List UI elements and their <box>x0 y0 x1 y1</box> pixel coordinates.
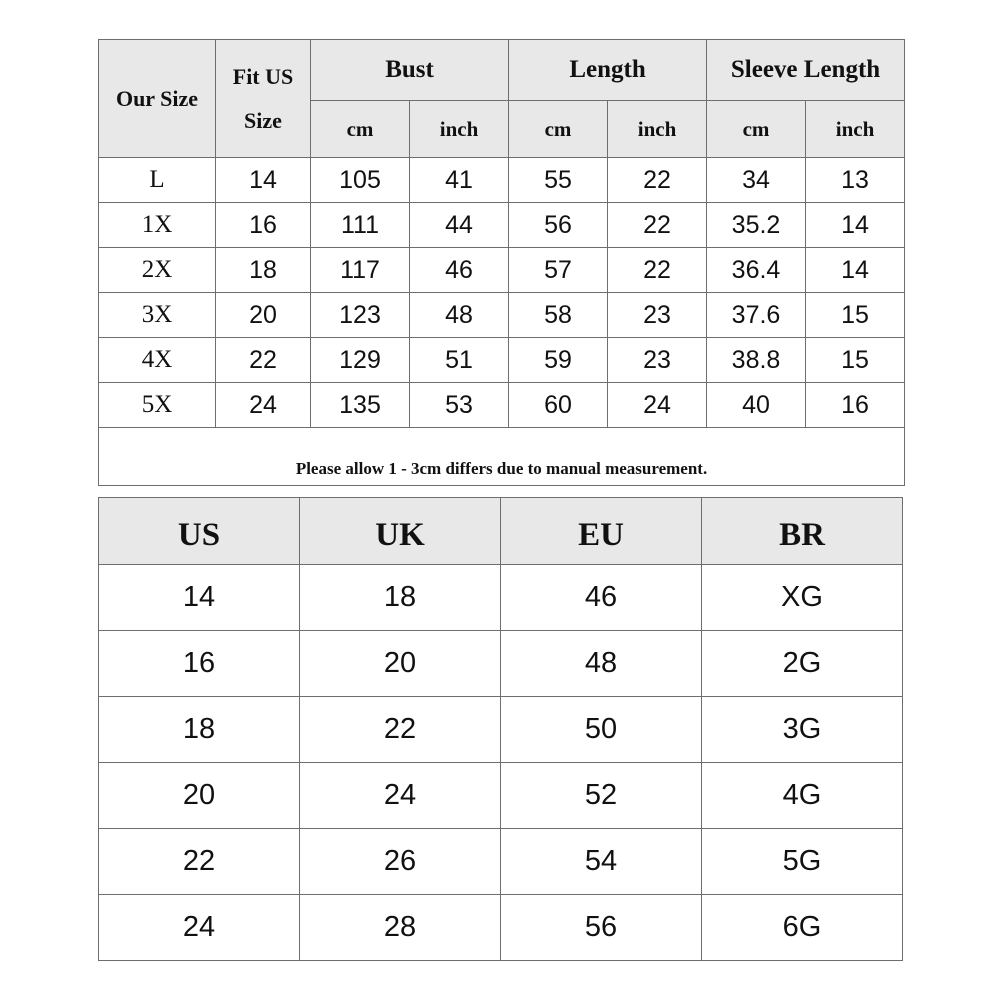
table-cell: 20 <box>216 293 311 338</box>
table-row <box>99 293 905 338</box>
table-cell: 18 <box>99 697 300 763</box>
header-bust: Bust <box>311 40 509 101</box>
table-cell: 4G <box>702 763 903 829</box>
table-row <box>99 895 903 961</box>
header-uk: UK <box>300 498 501 565</box>
table-row <box>99 248 905 293</box>
table-cell: 26 <box>300 829 501 895</box>
table-cell: 22 <box>608 203 707 248</box>
table-cell: 35.2 <box>707 203 806 248</box>
table-cell: 58 <box>509 293 608 338</box>
table-cell: 24 <box>216 383 311 428</box>
table-cell: 3X <box>99 293 216 338</box>
size-chart-body <box>99 158 905 428</box>
table-cell: 2X <box>99 248 216 293</box>
table-cell: 14 <box>806 203 905 248</box>
header-sleeve-length: Sleeve Length <box>707 40 905 101</box>
header-bust-inch: inch <box>410 101 509 158</box>
table-cell: 22 <box>300 697 501 763</box>
header-fit-us-line2: Size <box>244 107 282 133</box>
table-cell: 54 <box>501 829 702 895</box>
table-cell: XG <box>702 565 903 631</box>
header-bust-cm: cm <box>311 101 410 158</box>
table-cell: 16 <box>806 383 905 428</box>
table-cell: 24 <box>608 383 707 428</box>
table-cell: 16 <box>99 631 300 697</box>
table-row <box>99 697 903 763</box>
table-row <box>99 158 905 203</box>
table-cell: 105 <box>311 158 410 203</box>
header-us: US <box>99 498 300 565</box>
table-cell: 1X <box>99 203 216 248</box>
header-fit-us-line1: Fit US <box>232 63 294 89</box>
table-cell: 52 <box>501 763 702 829</box>
table-cell: 129 <box>311 338 410 383</box>
table-cell: 34 <box>707 158 806 203</box>
table-cell: 13 <box>806 158 905 203</box>
table-cell: 59 <box>509 338 608 383</box>
table-cell: 6G <box>702 895 903 961</box>
table-cell: 117 <box>311 248 410 293</box>
table-cell: 123 <box>311 293 410 338</box>
table-cell: 28 <box>300 895 501 961</box>
table-cell: 22 <box>608 248 707 293</box>
table-row <box>99 565 903 631</box>
size-conversion-table <box>98 497 903 961</box>
table-cell: 20 <box>300 631 501 697</box>
table-row <box>99 383 905 428</box>
table-cell: 55 <box>509 158 608 203</box>
table-cell: 46 <box>410 248 509 293</box>
table-cell: 56 <box>501 895 702 961</box>
table-cell: 36.4 <box>707 248 806 293</box>
header-our-size: Our Size <box>99 40 216 158</box>
header-length-cm: cm <box>509 101 608 158</box>
table-cell: 15 <box>806 293 905 338</box>
header-length-inch: inch <box>608 101 707 158</box>
table-cell: 18 <box>300 565 501 631</box>
table-row <box>99 203 905 248</box>
table-cell: 15 <box>806 338 905 383</box>
table-cell: 5X <box>99 383 216 428</box>
table-cell: 135 <box>311 383 410 428</box>
table-cell: 22 <box>216 338 311 383</box>
header-sleeve-inch: inch <box>806 101 905 158</box>
size-chart-table <box>98 39 905 486</box>
table-cell: 22 <box>608 158 707 203</box>
table-cell: 23 <box>608 338 707 383</box>
table-cell: 4X <box>99 338 216 383</box>
table-cell: 2G <box>702 631 903 697</box>
table-cell: 24 <box>300 763 501 829</box>
table-cell: 60 <box>509 383 608 428</box>
table-cell: 46 <box>501 565 702 631</box>
table-cell: 40 <box>707 383 806 428</box>
measurement-note: Please allow 1 - 3cm differs due to manual measurement. <box>99 428 905 486</box>
table-cell: 14 <box>216 158 311 203</box>
table-cell: 50 <box>501 697 702 763</box>
table-cell: L <box>99 158 216 203</box>
table-cell: 41 <box>410 158 509 203</box>
table-cell: 16 <box>216 203 311 248</box>
table-cell: 22 <box>99 829 300 895</box>
table-cell: 48 <box>501 631 702 697</box>
table-cell: 23 <box>608 293 707 338</box>
table-cell: 24 <box>99 895 300 961</box>
header-fit-us-size <box>216 40 311 158</box>
table-cell: 57 <box>509 248 608 293</box>
table-cell: 14 <box>99 565 300 631</box>
table-cell: 5G <box>702 829 903 895</box>
table-cell: 38.8 <box>707 338 806 383</box>
header-eu: EU <box>501 498 702 565</box>
header-br: BR <box>702 498 903 565</box>
table-cell: 20 <box>99 763 300 829</box>
header-sleeve-cm: cm <box>707 101 806 158</box>
table-row <box>99 631 903 697</box>
table-cell: 51 <box>410 338 509 383</box>
table-cell: 56 <box>509 203 608 248</box>
table-cell: 14 <box>806 248 905 293</box>
header-length: Length <box>509 40 707 101</box>
table-cell: 53 <box>410 383 509 428</box>
table-row <box>99 338 905 383</box>
table-row <box>99 763 903 829</box>
table-cell: 3G <box>702 697 903 763</box>
table-cell: 48 <box>410 293 509 338</box>
size-conversion-body <box>99 565 903 961</box>
table-cell: 18 <box>216 248 311 293</box>
table-cell: 111 <box>311 203 410 248</box>
table-cell: 37.6 <box>707 293 806 338</box>
table-cell: 44 <box>410 203 509 248</box>
table-row <box>99 829 903 895</box>
